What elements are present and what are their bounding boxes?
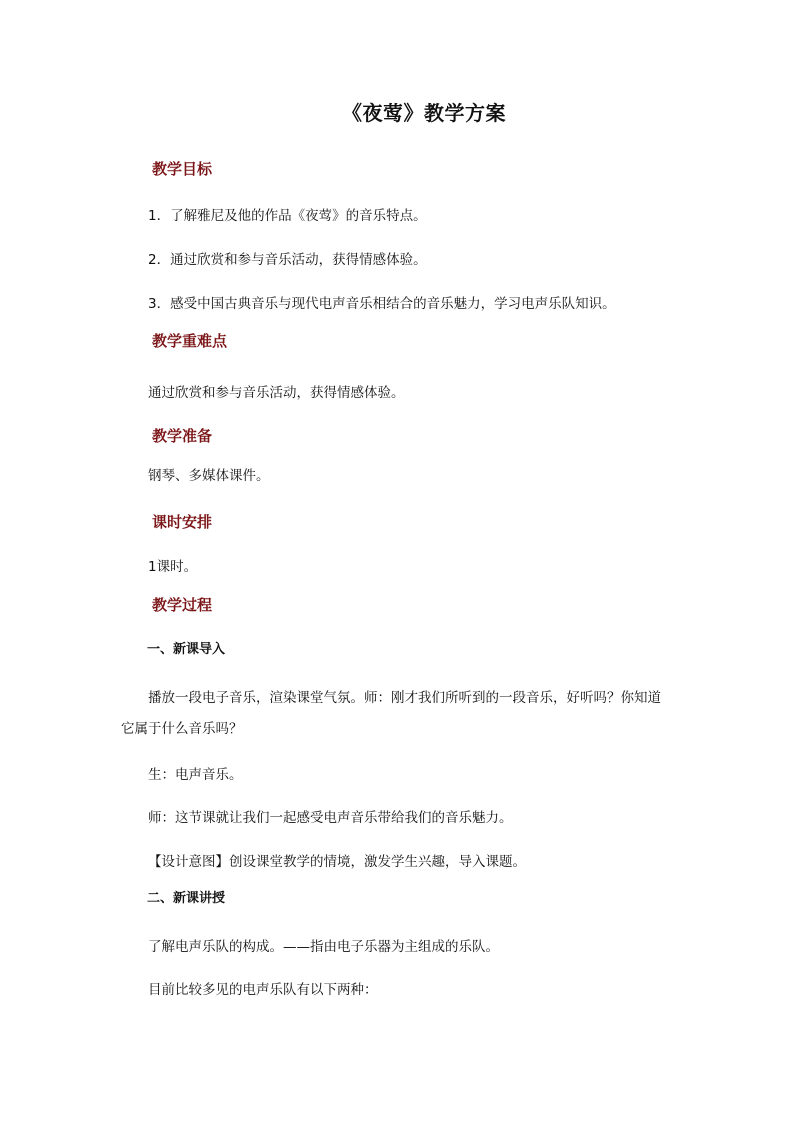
heading-process: 教学过程 [152,596,213,614]
goal-item-3: 3．感受中国古典音乐与现代电声音乐相结合的音乐魅力，学习电声乐队知识。 [148,296,616,312]
heading-key-points: 教学重难点 [152,332,228,350]
heading-schedule: 课时安排 [152,513,213,531]
band-definition: 了解电声乐队的构成。——指由电子乐器为主组成的乐队。 [148,939,499,955]
intro-paragraph-line-2: 它属于什么音乐吗？ [121,721,243,737]
intro-paragraph-line-1: 播放一段电子音乐，渲染课堂气氛。师：刚才我们所听到的一段音乐，好听吗？你知道 [148,690,661,706]
schedule-text: 1课时。 [148,559,198,575]
teacher-statement: 师：这节课就让我们一起感受电声音乐带给我们的音乐魅力。 [148,810,513,826]
key-points-text: 通过欣赏和参与音乐活动，获得情感体验。 [148,385,405,401]
heading-teaching-goals: 教学目标 [152,160,213,178]
heading-preparation: 教学准备 [152,427,213,445]
document-title: 《夜莺》教学方案 [342,101,506,125]
goal-item-2: 2．通过欣赏和参与音乐活动，获得情感体验。 [148,252,427,268]
subheading-new-lesson: 二、新课讲授 [147,891,226,906]
band-types-intro: 目前比较多见的电声乐队有以下两种： [148,982,378,998]
goal-item-1: 1．了解雅尼及他的作品《夜莺》的音乐特点。 [148,208,427,224]
subheading-intro: 一、新课导入 [147,642,226,657]
preparation-text: 钢琴、多媒体课件。 [148,468,270,484]
student-answer: 生：电声音乐。 [148,767,243,783]
design-intent: 【设计意图】创设课堂教学的情境，激发学生兴趣，导入课题。 [148,854,526,870]
